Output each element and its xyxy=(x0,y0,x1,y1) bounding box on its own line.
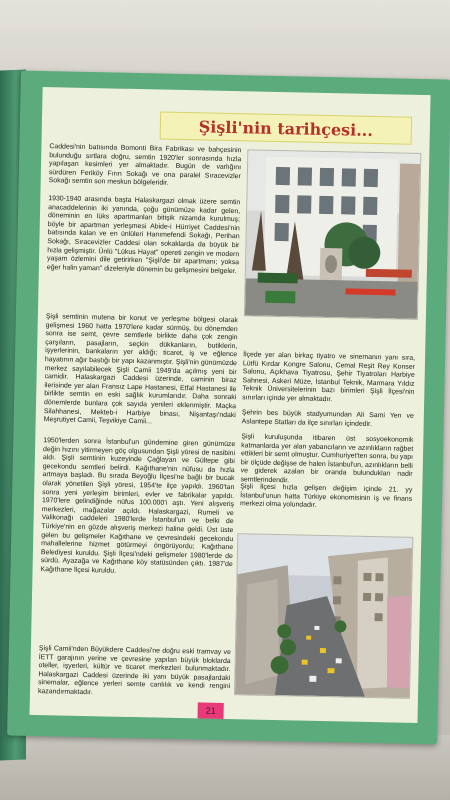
paragraph-camii: Şişli Camii'nden Büyükdere Caddesi'ne doğru eski tramvay ve İETT garajının yerine ve çevresine yapılan büyük bloklarda oteller, işyerleri, kültür ve ticaret merkezleri bulunmaktadır. Halaskargazi Caddesi üzerinde iki yanı büyük pasajlardaki sinemalar, eğlence yerleri semte canlılık ve kendi rengini kazandırmaktadır. xyxy=(37,645,231,697)
building-photo-image xyxy=(245,150,420,319)
magazine-page xyxy=(7,71,450,745)
paragraph-intro: Caddesi'nin batısında Bomonti Bira Fabrikası ve bahçesinin bulunduğu sırtlara doğru, semtin 1920'ler sonrasında hızla yapılaşan kesimleri yer almaktadır. Bugün de varlığını sürdüren Feriköy Fırın Sokağı ve ona paralel Sıracevizler Sokağı semtin son meskun bölgeleridir. xyxy=(48,143,242,188)
page-title: Şişli'nin tarihçesi... xyxy=(198,116,374,140)
paragraph-finance: Şişli İlçesi hızla gelişen değişim içinde 21. yy İstanbul'unun hatta Türkiye ekonomisinin iş ve finans merkezi olma yolundadır. xyxy=(239,483,413,510)
title-banner xyxy=(160,111,413,144)
street-photo xyxy=(234,533,413,699)
building-photo xyxy=(244,149,421,320)
paragraph-stadiums: Şehrin bes büyük stadyumundan Ali Sami Yen ve Aslantepe Statları da ilçe sınırları içindedir. xyxy=(241,409,414,428)
paragraph-minorities: Şişli kuruluşunda itibaren üst sosyoekonomik katmanlarda yer alan yabancıların ve azınlıkların rağbet ettikleri bir semt olmuştur. Cumhuriyet'ten sonra, bu yapı bir ölçüde değişse de halen İstanbul'un, azınlıkların belli ve giderek azalan bir oranda bulundukları nadir semtlerindendir. xyxy=(240,433,414,485)
desk-surface xyxy=(0,735,450,800)
paragraph-1930s: 1930-1940 arasında başta Halaskargazi olmak üzere semtin anacaddelerinin iki yanında, çoğu günümüze kadar gelen, döneminin en lüks apartmanları bitişik nizamda kurulmuş; böyle bir apartman yerleşmesi Abide-i Hürriyet Caddesi'nin batısında kalan ve en ünlüleri Hanımefendi Sokağı, Perihan Sokağı, Sıracevizler Caddesi olan sokaklarda da büyük bir hızla gelişmiştir. Ünlü "Lükus Hayat" opereti zengin ve modern yaşam özlemini dile getirirken "Şişli'de bir apartmanı; yoksa eğer halin yaman" dizeleriyle dönemin bu gelişmesini belgeler. xyxy=(46,195,241,275)
paragraph-1950s-migration: 1950'lerden sonra İstanbul'un gündemine giren günümüze değin hızını yitirmeyen göç olgusundan Şişli yöresi de nasibini aldı. Şişli semtinin kuzeyinde Çağlayan ve Gültepe gibi gecekondu semtleri belirdi. Kağıthane'nin nüfusu da hızla artmaya başladı. Bu sırada Beyoğlu İlçesi'ne bağlı bir bucak olarak yönetilen Şişli yöresi, 1954'te ilçe yapıldı. 1960'tan sonra yeni yerleşim birimleri, evler ve fabrikalar yapıldı. 1970'lere gelindiğinde nüfus 100.000'i aştı. Yeni alışveriş merkezleri, mağazalar açıldı. Halaskargazi, Rumeli ve Valikonağı caddeleri 1980'lerde İstanbul'un ve belki de Türkiye'nin en gözde alışveriş merkezi haline geldi. Üst üste gelen bu gelişmeler Kağıthane ve çevresindeki gecekondu mahallelerine hizmet götürmeyi öngörüyordu; Kağıthane Belediyesi kuruldu. Şişli İlçesi'ndeki gelişmeler 1980'lerde de sürdü. Ayazağa ve Kağıthane köy statüsünden çıktı. 1987'de Kağıthane İlçesi kuruldu. xyxy=(40,437,236,575)
paragraph-1960s: Şişli semtinin mutena bir konut ve yerleşme bölgesi olarak gelişmesi 1960 hatta 1970'lere kadar sürmüş, bu dönemden sonra ise semt, çevre semtlerle birlikte daha çok zengin çarşıların, pasajların, seçkin dükkanların, butiklerin, işyerlerinin, bankaların yer aldığı; ticaret, iş ve eğlence hayatının ağır bastığı bir yapı kazanmıştır. Şişli'nin günümüzde merkez sayılabilecek Şişli Camii 1949'da açılmış yeni bir camidir. Halaskargazi Caddesi üzerinde, caminin biraz ilerisinde yer alan Fransız Lape Hastanesi, Etfal Hastanesi ile birlikte semtin en eski sağlık kurumlarıdır. Daha sonraki dönemlerde bunlara çok sayıda yenileri eklenmiştir. Maçka Silahhanesi, Mekteb-i Harbiye binası, Nişantaşı'ndaki Meşrutiyet Camii, Teşvikiye Camii... xyxy=(43,313,238,426)
paragraph-culture: İlçede yer alan birkaç tiyatro ve sinemanın yanı sıra, Lütfü Kırdar Kongre Salonu, Cemal Reşit Rey Konser Salonu, Açıkhava Tiyatrosu, Şehir Tiyatroları Harbiye Sahnesi, Askeri Müze, İstanbul Teknik, Marmara Yıldız Teknik Üniversitelerinin bazı birimleri Şişli İlçesi'nin sınırları içinde yer almaktadır. xyxy=(242,351,416,404)
page-number: 21 xyxy=(205,705,216,716)
page-number-badge xyxy=(197,702,223,719)
street-photo-image xyxy=(235,534,412,698)
page-inner-panel xyxy=(30,87,431,723)
